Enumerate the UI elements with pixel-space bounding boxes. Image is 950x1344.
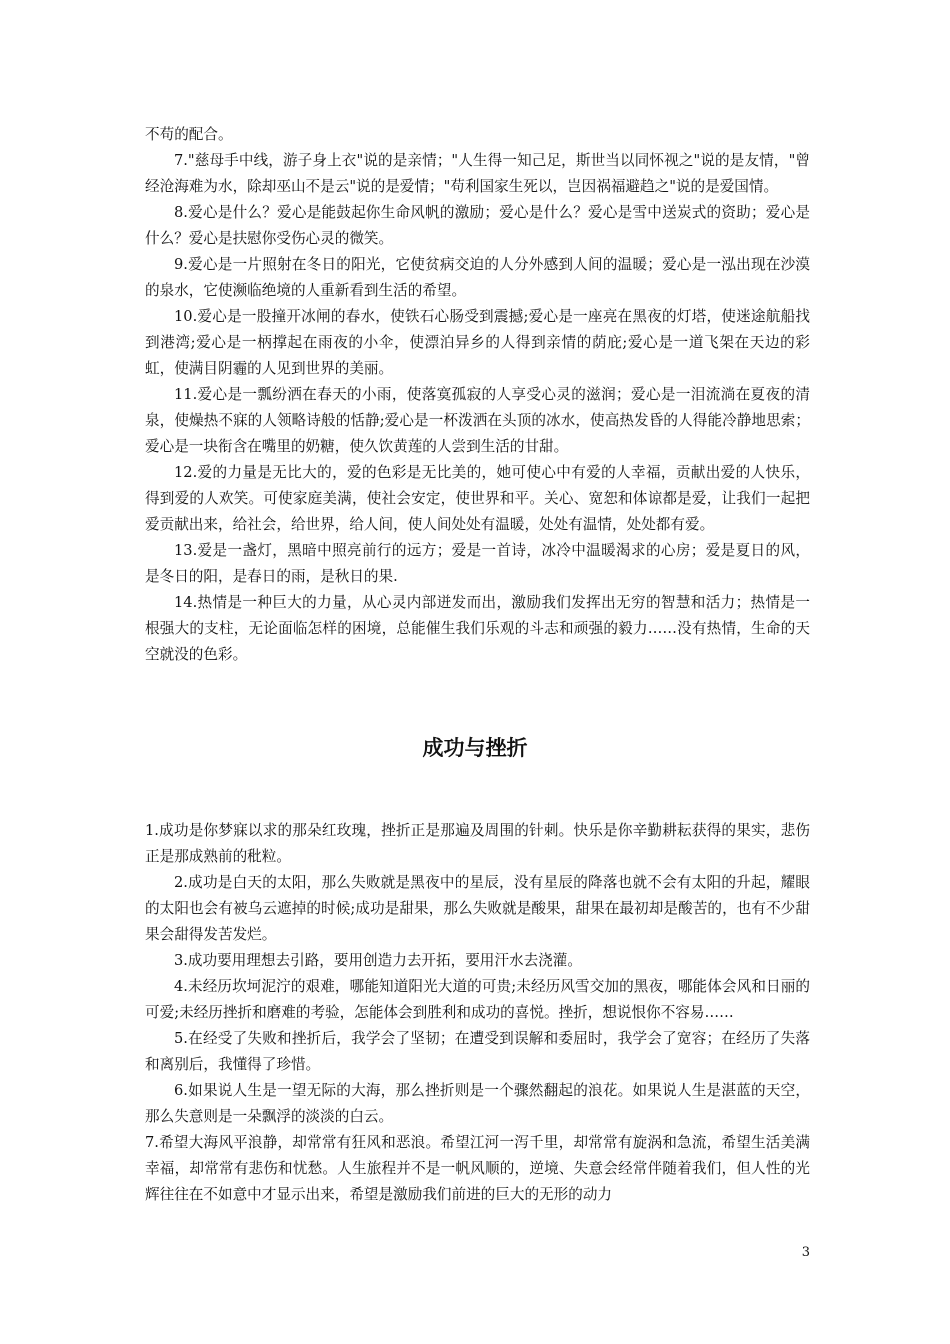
paragraph: 2.成功是白天的太阳，那么失败就是黑夜中的星辰，没有星辰的降落也就不会有太阳的升起，耀眼的太阳也会有被乌云遮掉的时候;成功是甜果，那么失败就是酸果，甜果在最初却是酸苦的，也有不少甜果会甜得发苦发烂。 (145, 874, 810, 943)
bottom-text-block (145, 818, 810, 1208)
section-title: 成功与挫折 (422, 736, 528, 760)
paragraph: 4.未经历坎坷泥泞的艰难，哪能知道阳光大道的可贵;未经历风雪交加的黑夜，哪能体会风和日丽的可爱;未经历挫折和磨难的考验，怎能体会到胜利和成功的喜悦。挫折，想说恨你不容易…… (145, 978, 810, 1021)
paragraph: 1.成功是你梦寐以求的那朵红玫瑰，挫折正是那遍及周围的针刺。快乐是你辛勤耕耘获得的果实，悲伤正是那成熟前的秕粒。 (145, 822, 810, 865)
paragraph: 13.爱是一盏灯，黑暗中照亮前行的远方；爱是一首诗，冰冷中温暖渴求的心房；爱是夏日的风，是冬日的阳，是春日的雨，是秋日的果. (145, 542, 810, 585)
paragraph: 5.在经受了失败和挫折后，我学会了坚韧；在遭受到误解和委屈时，我学会了宽容；在经历了失落和离别后，我懂得了珍惜。 (145, 1030, 810, 1073)
paragraph: 6.如果说人生是一望无际的大海，那么挫折则是一个骤然翻起的浪花。如果说人生是湛蓝的天空，那么失意则是一朵飘浮的淡淡的白云。 (145, 1082, 810, 1125)
paragraph: 10.爱心是一股撞开冰闸的春水，使铁石心肠受到震撼;爱心是一座亮在黑夜的灯塔，使迷途航船找到港湾;爱心是一柄撑起在雨夜的小伞，使漂泊异乡的人得到亲情的荫庇;爱心是一道飞架在天边的彩虹，使满目阴霾的人见到世界的美丽。 (145, 308, 810, 377)
paragraph: 7.希望大海风平浪静，却常常有狂风和恶浪。希望江河一泻千里，却常常有旋涡和急流，希望生活美满幸福，却常常有悲伤和忧愁。人生旅程并不是一帆风顺的，逆境、失意会经常伴随着我们，但人性的光辉往往在不如意中才显示出来，希望是激励我们前进的巨大的无形的动力 (145, 1134, 810, 1203)
paragraph: 11.爱心是一瓢纷洒在春天的小雨，使落寞孤寂的人享受心灵的滋润；爱心是一泪流淌在夏夜的清泉，使燥热不寐的人领略诗般的恬静;爱心是一杯泼洒在头顶的冰水，使高热发昏的人得能冷静地思索；爱心是一块衔含在嘴里的奶糖，使久饮黄莲的人尝到生活的甘甜。 (145, 386, 810, 455)
paragraph: 7."慈母手中线，游子身上衣"说的是亲情；"人生得一知己足，斯世当以同怀视之"说的是友情，"曾经沧海难为水，除却巫山不是云"说的是爱情；"苟利国家生死以，岂因祸福避趋之"说的是爱国情。 (145, 152, 810, 195)
paragraph: 不苟的配合。 (145, 126, 233, 143)
top-text-block (145, 122, 810, 668)
paragraph: 12.爱的力量是无比大的，爱的色彩是无比美的，她可使心中有爱的人幸福，贡献出爱的人快乐，得到爱的人欢笑。可使家庭美满，使社会安定，使世界和平。关心、宽恕和体谅都是爱，让我们一起把爱贡献出来，给社会，给世界，给人间，使人间处处有温暖，处处有温情，处处都有爱。 (145, 464, 810, 533)
paragraph: 14.热情是一种巨大的力量，从心灵内部迸发而出，激励我们发挥出无穷的智慧和活力；热情是一根强大的支柱，无论面临怎样的困境，总能催生我们乐观的斗志和顽强的毅力……没有热情，生命的天空就没的色彩。 (145, 594, 810, 663)
paragraph: 8.爱心是什么？爱心是能鼓起你生命风帆的激励；爱心是什么？爱心是雪中送炭式的资助；爱心是什么？爱心是扶慰你受伤心灵的微笑。 (145, 204, 810, 247)
paragraph: 9.爱心是一片照射在冬日的阳光，它使贫病交迫的人分外感到人间的温暖；爱心是一泓出现在沙漠的泉水，它使濒临绝境的人重新看到生活的希望。 (145, 256, 810, 299)
page-number: 3 (801, 1245, 810, 1260)
paragraph: 3.成功要用理想去引路，要用创造力去开拓，要用汗水去浇灌。 (174, 952, 582, 969)
